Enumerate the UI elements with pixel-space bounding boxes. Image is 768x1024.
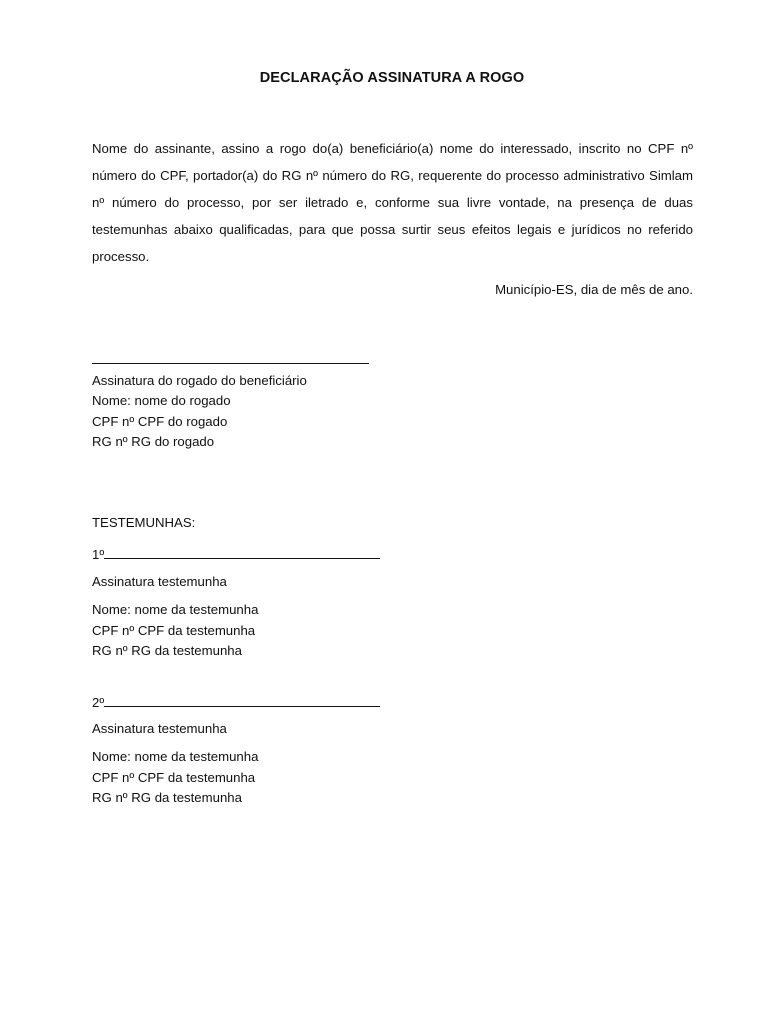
witness-2-cpf: CPF nº CPF da testemunha <box>92 769 256 785</box>
witness-2-signature-line <box>92 695 380 710</box>
rogado-signature-line <box>92 350 369 371</box>
document-title: DECLARAÇÃO ASSINATURA A ROGO <box>259 70 525 86</box>
witness-2-details <box>92 747 258 809</box>
rogado-rg: RG nº RG do rogado <box>92 434 215 449</box>
witness-1-details <box>92 600 258 662</box>
rogado-cpf: CPF nº CPF do rogado <box>92 413 228 429</box>
witness-1-cpf: CPF nº CPF da testemunha <box>92 622 256 638</box>
witness-2-ordinal: 2º <box>92 695 105 710</box>
witness-2-rg: RG nº RG da testemunha <box>92 790 242 805</box>
witness-1-signature-line <box>92 547 380 562</box>
rogado-signature-block <box>92 350 369 453</box>
witness-1-name: Nome: nome da testemunha <box>92 602 259 617</box>
declaration-paragraph: Nome do assinante, assino a rogo do(a) beneficiário(a) nome do interessado, inscrito no CPF nº número do CPF, portador(a) do RG nº número do RG, requerente do processo administrativo Simlam nº número do processo, por ser iletrado e, conforme sua livre vontade, na presença de duas testemunhas abaixo qualificadas, para que possa surtir seus efeitos legais e jurídicos no referido processo. <box>92 141 693 264</box>
witness-2-signature-caption: Assinatura testemunha <box>92 721 227 736</box>
witness-1-signature-caption: Assinatura testemunha <box>92 574 227 589</box>
witness-1-ordinal: 1º <box>92 547 105 562</box>
place-date: Município-ES, dia de mês de ano. <box>495 282 693 297</box>
witness-2-name: Nome: nome da testemunha <box>92 749 259 764</box>
witnesses-heading: TESTEMUNHAS: <box>92 515 196 530</box>
rogado-signature-caption: Assinatura do rogado do beneficiário <box>92 372 307 388</box>
rogado-name: Nome: nome do rogado <box>92 393 231 408</box>
witness-1-rg: RG nº RG da testemunha <box>92 643 242 658</box>
